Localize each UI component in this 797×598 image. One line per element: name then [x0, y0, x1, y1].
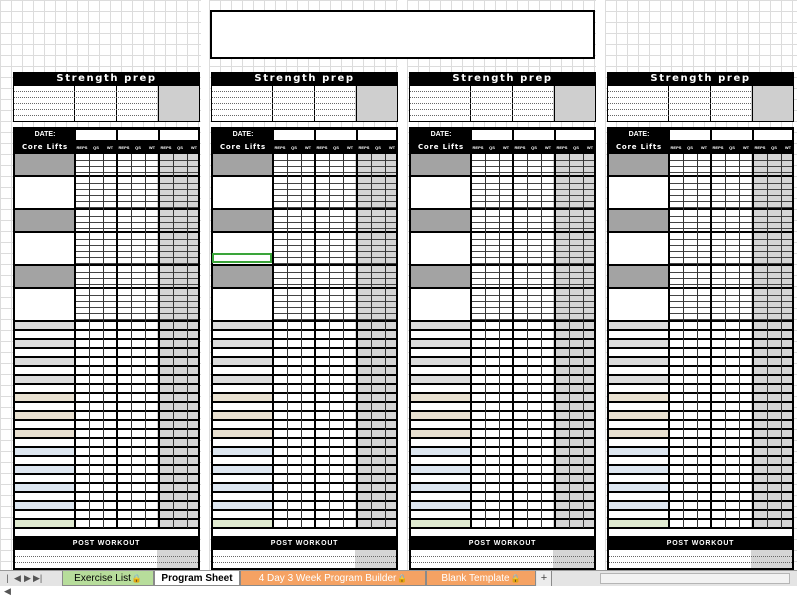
grid-line — [471, 195, 594, 196]
grid-line — [410, 97, 553, 98]
grid-line — [471, 295, 594, 296]
column-subheader: REPS — [358, 145, 370, 150]
exercise-name-cell[interactable] — [15, 177, 75, 209]
tab-label: 4 Day 3 Week Program Builder — [258, 573, 397, 584]
grid-line — [471, 166, 594, 167]
date-row — [15, 129, 198, 141]
column-subheader: REPS — [274, 145, 286, 150]
shaded-column — [157, 86, 199, 121]
grid-line — [410, 91, 553, 92]
exercise-name-cell[interactable] — [213, 266, 273, 288]
tab-4-day-3-week-program-builder[interactable] — [240, 571, 426, 586]
exercise-name-cell[interactable] — [411, 233, 471, 265]
column-subheader: REPS — [514, 145, 526, 150]
grid-line — [75, 222, 198, 223]
selected-cell[interactable] — [212, 253, 272, 263]
grid-line — [669, 166, 792, 167]
grid-line — [669, 284, 792, 285]
grid-line — [608, 109, 751, 110]
lift-entry-grid[interactable] — [609, 154, 792, 528]
workout-table — [409, 127, 596, 570]
grid-line — [145, 154, 146, 528]
column-subheader: QS — [573, 145, 579, 150]
grid-line — [669, 160, 792, 161]
grid-line — [273, 245, 396, 246]
add-sheet-button[interactable] — [537, 571, 552, 586]
grid-line — [89, 154, 90, 528]
column-subheader: REPS — [754, 145, 766, 150]
grid-line — [410, 109, 553, 110]
grid-line — [608, 91, 751, 92]
grid-line — [608, 97, 751, 98]
sheet-tab-bar — [0, 570, 797, 596]
grid-line — [767, 154, 768, 528]
grid-line — [272, 154, 274, 528]
grid-line — [512, 154, 514, 528]
shaded-column — [355, 86, 397, 121]
grid-line — [15, 562, 198, 563]
grid-line — [75, 301, 198, 302]
column-subheader: REPS — [556, 145, 568, 150]
column-subheader: QS — [135, 145, 141, 150]
grid-line — [15, 556, 198, 557]
column-subheader: WT — [106, 145, 114, 150]
grid-line — [273, 160, 396, 161]
last-sheet-icon[interactable]: ▶| — [33, 573, 43, 583]
grid-line — [668, 154, 670, 528]
grid-line — [781, 154, 782, 528]
grid-line — [609, 556, 792, 557]
workout-table — [211, 127, 398, 570]
grid-line — [75, 239, 198, 240]
grid-line — [212, 91, 355, 92]
core-lifts-label: Core Lifts — [219, 143, 266, 151]
grid-line — [14, 103, 157, 104]
grid-line — [75, 228, 198, 229]
date-input-cell[interactable] — [160, 130, 198, 140]
date-input-cell[interactable] — [76, 130, 116, 140]
column-subheader: WT — [190, 145, 198, 150]
grid-line — [158, 154, 160, 528]
lock-icon: 🔒 — [397, 574, 408, 583]
date-label: DATE: — [430, 131, 452, 138]
lift-entry-grid[interactable] — [411, 154, 594, 528]
column-subheader: QS — [177, 145, 183, 150]
date-input-cell[interactable] — [670, 130, 710, 140]
column-subheader: WT — [742, 145, 750, 150]
lift-entry-grid[interactable] — [213, 154, 396, 528]
tab-program-sheet[interactable] — [154, 571, 240, 586]
date-input-cell[interactable] — [472, 130, 512, 140]
grid-line — [541, 154, 542, 528]
shaded-column — [751, 86, 793, 121]
grid-line — [273, 307, 396, 308]
grid-line — [471, 222, 594, 223]
exercise-name-cell[interactable] — [609, 233, 669, 265]
date-input-cell[interactable] — [358, 130, 396, 140]
grid-line — [471, 172, 594, 173]
shaded-column — [157, 550, 198, 568]
grid-line — [669, 172, 792, 173]
shaded-column — [355, 154, 396, 528]
grid-line — [75, 183, 198, 184]
grid-line — [411, 556, 594, 557]
grid-line — [273, 195, 396, 196]
strength-prep-header: Strength prep — [409, 72, 596, 85]
date-input-cell[interactable] — [274, 130, 314, 140]
shaded-column — [157, 154, 198, 528]
lift-entry-grid[interactable] — [15, 154, 198, 528]
grid-line — [608, 103, 751, 104]
next-sheet-icon[interactable]: ▶ — [24, 573, 31, 583]
column-subheader: WT — [502, 145, 510, 150]
grid-line — [75, 278, 198, 279]
shaded-column — [751, 154, 792, 528]
grid-line — [301, 154, 302, 528]
grid-line — [471, 189, 594, 190]
column-subheader: REPS — [160, 145, 172, 150]
date-label: DATE: — [34, 131, 56, 138]
exercise-name-cell[interactable] — [411, 210, 471, 232]
column-subheader: REPS — [670, 145, 682, 150]
date-input-cell[interactable] — [316, 130, 356, 140]
grid-line — [554, 86, 555, 121]
tab-blank-template[interactable] — [426, 571, 536, 586]
exercise-name-cell[interactable] — [609, 266, 669, 288]
grid-line — [669, 189, 792, 190]
grid-line — [75, 307, 198, 308]
grid-line — [116, 154, 118, 528]
grid-line — [213, 562, 396, 563]
exercise-name-cell[interactable] — [15, 210, 75, 232]
grid-line — [471, 216, 594, 217]
grid-line — [273, 284, 396, 285]
column-subheader: QS — [93, 145, 99, 150]
exercise-name-cell[interactable] — [411, 177, 471, 209]
grid-line — [273, 201, 396, 202]
column-subheader: QS — [729, 145, 735, 150]
post-workout-header: POST WORKOUT — [15, 538, 198, 550]
grid-line — [725, 154, 726, 528]
exercise-name-cell[interactable] — [609, 289, 669, 321]
grid-line — [471, 307, 594, 308]
grid-line — [75, 245, 198, 246]
exercise-name-cell[interactable] — [411, 266, 471, 288]
grid-line — [273, 172, 396, 173]
grid-line — [273, 216, 396, 217]
grid-line — [131, 154, 132, 528]
column-subheader: WT — [304, 145, 312, 150]
grid-line — [75, 295, 198, 296]
post-workout-header: POST WORKOUT — [411, 538, 594, 550]
date-row — [609, 129, 792, 141]
grid-line — [75, 272, 198, 273]
grid-line — [609, 562, 792, 563]
grid-line — [410, 115, 553, 116]
column-subheader: WT — [586, 145, 594, 150]
grid-line — [471, 228, 594, 229]
column-gap — [201, 0, 209, 570]
grid-line — [471, 272, 594, 273]
grid-line — [75, 251, 198, 252]
grid-line — [75, 195, 198, 196]
grid-line — [273, 183, 396, 184]
grid-line — [343, 154, 344, 528]
column-subheader: WT — [544, 145, 552, 150]
grid-line — [273, 222, 396, 223]
grid-line — [697, 154, 698, 528]
shaded-column — [553, 550, 594, 568]
grid-line — [75, 160, 198, 161]
grid-line — [669, 313, 792, 314]
column-gap — [596, 0, 605, 570]
grid-line — [14, 115, 157, 116]
first-sheet-icon[interactable]: |◀ — [4, 573, 11, 596]
strength-prep-grid[interactable] — [409, 85, 596, 122]
grid-line — [385, 154, 386, 528]
grid-line — [75, 201, 198, 202]
grid-line — [669, 201, 792, 202]
grid-line — [470, 154, 472, 528]
core-lifts-header — [213, 141, 396, 154]
column-subheader: REPS — [316, 145, 328, 150]
grid-line — [499, 154, 500, 528]
grid-line — [669, 272, 792, 273]
grid-line — [485, 154, 486, 528]
grid-line — [669, 301, 792, 302]
prev-sheet-icon[interactable]: ◀ — [14, 573, 21, 583]
grid-line — [273, 257, 396, 258]
exercise-name-cell[interactable] — [213, 210, 273, 232]
grid-line — [669, 183, 792, 184]
column-subheader: WT — [784, 145, 792, 150]
exercise-name-cell[interactable] — [609, 154, 669, 176]
column-subheader: REPS — [118, 145, 130, 150]
tab-exercise-list[interactable] — [62, 571, 154, 586]
exercise-name-cell[interactable] — [411, 154, 471, 176]
grid-line — [471, 301, 594, 302]
grid-line — [273, 166, 396, 167]
shaded-column — [553, 86, 595, 121]
grid-line — [14, 91, 157, 92]
tab-label: Exercise List — [74, 573, 131, 584]
column-subheader: WT — [346, 145, 354, 150]
shaded-column — [751, 550, 792, 568]
date-input-cell[interactable] — [754, 130, 792, 140]
exercise-name-cell[interactable] — [609, 210, 669, 232]
column-subheader: REPS — [76, 145, 88, 150]
exercise-name-cell[interactable] — [15, 154, 75, 176]
column-subheader: REPS — [712, 145, 724, 150]
strength-prep-header: Strength prep — [211, 72, 398, 85]
core-lifts-header — [15, 141, 198, 154]
column-subheader: WT — [148, 145, 156, 150]
grid-line — [471, 251, 594, 252]
core-lifts-label: Core Lifts — [417, 143, 464, 151]
strength-prep-grid[interactable] — [13, 85, 200, 122]
strength-prep-grid[interactable] — [607, 85, 794, 122]
lock-icon: 🔒 — [510, 574, 521, 583]
grid-line — [669, 216, 792, 217]
grid-line — [411, 562, 594, 563]
date-row — [411, 129, 594, 141]
column-subheader: QS — [531, 145, 537, 150]
grid-line — [669, 228, 792, 229]
post-workout-header: POST WORKOUT — [609, 538, 792, 550]
post-workout-area[interactable] — [213, 550, 396, 568]
column-subheader: WT — [388, 145, 396, 150]
grid-line — [527, 154, 528, 528]
grid-line — [569, 154, 570, 528]
exercise-name-cell[interactable] — [213, 289, 273, 321]
grid-line — [75, 313, 198, 314]
date-label: DATE: — [628, 131, 650, 138]
grid-line — [739, 154, 740, 528]
grid-line — [103, 154, 104, 528]
grid-line — [74, 154, 76, 528]
grid-line — [471, 284, 594, 285]
column-gap — [398, 0, 407, 570]
grid-line — [471, 160, 594, 161]
grid-line — [669, 222, 792, 223]
post-workout-area[interactable] — [15, 550, 198, 568]
column-subheader: QS — [771, 145, 777, 150]
grid-line — [173, 154, 174, 528]
shaded-column — [553, 154, 594, 528]
date-label: DATE: — [232, 131, 254, 138]
grid-line — [273, 301, 396, 302]
grid-line — [471, 313, 594, 314]
grid-line — [273, 295, 396, 296]
grid-line — [14, 109, 157, 110]
exercise-name-cell[interactable] — [15, 266, 75, 288]
grid-line — [669, 251, 792, 252]
grid-line — [471, 257, 594, 258]
column-subheader: QS — [375, 145, 381, 150]
date-input-cell[interactable] — [712, 130, 752, 140]
grid-line — [273, 313, 396, 314]
workout-table — [607, 127, 794, 570]
date-row — [213, 129, 396, 141]
grid-line — [471, 245, 594, 246]
grid-line — [75, 257, 198, 258]
grid-line — [287, 154, 288, 528]
tab-label: Program Sheet — [161, 573, 233, 584]
program-title-box[interactable] — [210, 10, 595, 59]
grid-line — [471, 239, 594, 240]
core-lifts-label: Core Lifts — [21, 143, 68, 151]
date-input-cell[interactable] — [514, 130, 554, 140]
lock-icon: 🔒 — [131, 574, 142, 583]
exercise-name-cell[interactable] — [15, 289, 75, 321]
post-workout-area[interactable] — [411, 550, 594, 568]
grid-line — [273, 189, 396, 190]
exercise-name-cell[interactable] — [213, 154, 273, 176]
strength-prep-header: Strength prep — [607, 72, 794, 85]
grid-line — [608, 115, 751, 116]
grid-line — [669, 295, 792, 296]
core-lifts-label: Core Lifts — [615, 143, 662, 151]
column-subheader: QS — [489, 145, 495, 150]
column-subheader: WT — [700, 145, 708, 150]
column-subheader: QS — [333, 145, 339, 150]
strength-prep-header: Strength prep — [13, 72, 200, 85]
grid-line — [669, 307, 792, 308]
add-sheet-icon: + — [540, 572, 548, 584]
grid-line — [158, 86, 159, 121]
grid-line — [212, 109, 355, 110]
grid-line — [669, 195, 792, 196]
grid-line — [212, 115, 355, 116]
grid-line — [273, 239, 396, 240]
grid-line — [212, 97, 355, 98]
grid-line — [329, 154, 330, 528]
grid-line — [75, 216, 198, 217]
shaded-column — [355, 550, 396, 568]
grid-line — [356, 86, 357, 121]
grid-line — [710, 154, 712, 528]
grid-line — [14, 97, 157, 98]
exercise-name-cell[interactable] — [213, 177, 273, 209]
core-lifts-header — [411, 141, 594, 154]
grid-line — [669, 278, 792, 279]
grid-line — [683, 154, 684, 528]
grid-line — [356, 154, 358, 528]
workout-table — [13, 127, 200, 570]
grid-line — [471, 201, 594, 202]
grid-line — [75, 172, 198, 173]
grid-line — [371, 154, 372, 528]
column-subheader: QS — [687, 145, 693, 150]
grid-line — [583, 154, 584, 528]
grid-line — [273, 251, 396, 252]
grid-line — [75, 189, 198, 190]
grid-line — [75, 166, 198, 167]
grid-line — [410, 103, 553, 104]
grid-line — [669, 257, 792, 258]
grid-line — [213, 556, 396, 557]
grid-line — [752, 86, 753, 121]
date-input-cell[interactable] — [118, 130, 158, 140]
post-workout-area[interactable] — [609, 550, 792, 568]
column-subheader: QS — [291, 145, 297, 150]
grid-line — [471, 278, 594, 279]
grid-line — [752, 154, 754, 528]
tab-label: Blank Template — [441, 573, 510, 584]
grid-line — [554, 154, 556, 528]
grid-line — [75, 284, 198, 285]
column-subheader: REPS — [472, 145, 484, 150]
grid-line — [471, 183, 594, 184]
grid-line — [669, 245, 792, 246]
grid-line — [212, 103, 355, 104]
core-lifts-header — [609, 141, 792, 154]
grid-line — [314, 154, 316, 528]
grid-line — [273, 228, 396, 229]
exercise-name-cell[interactable] — [411, 289, 471, 321]
grid-line — [273, 278, 396, 279]
grid-line — [187, 154, 188, 528]
horizontal-scrollbar[interactable] — [600, 573, 790, 584]
exercise-name-cell[interactable] — [15, 233, 75, 265]
exercise-name-cell[interactable] — [609, 177, 669, 209]
grid-line — [273, 272, 396, 273]
post-workout-header: POST WORKOUT — [213, 538, 396, 550]
date-input-cell[interactable] — [556, 130, 594, 140]
grid-line — [669, 239, 792, 240]
strength-prep-grid[interactable] — [211, 85, 398, 122]
